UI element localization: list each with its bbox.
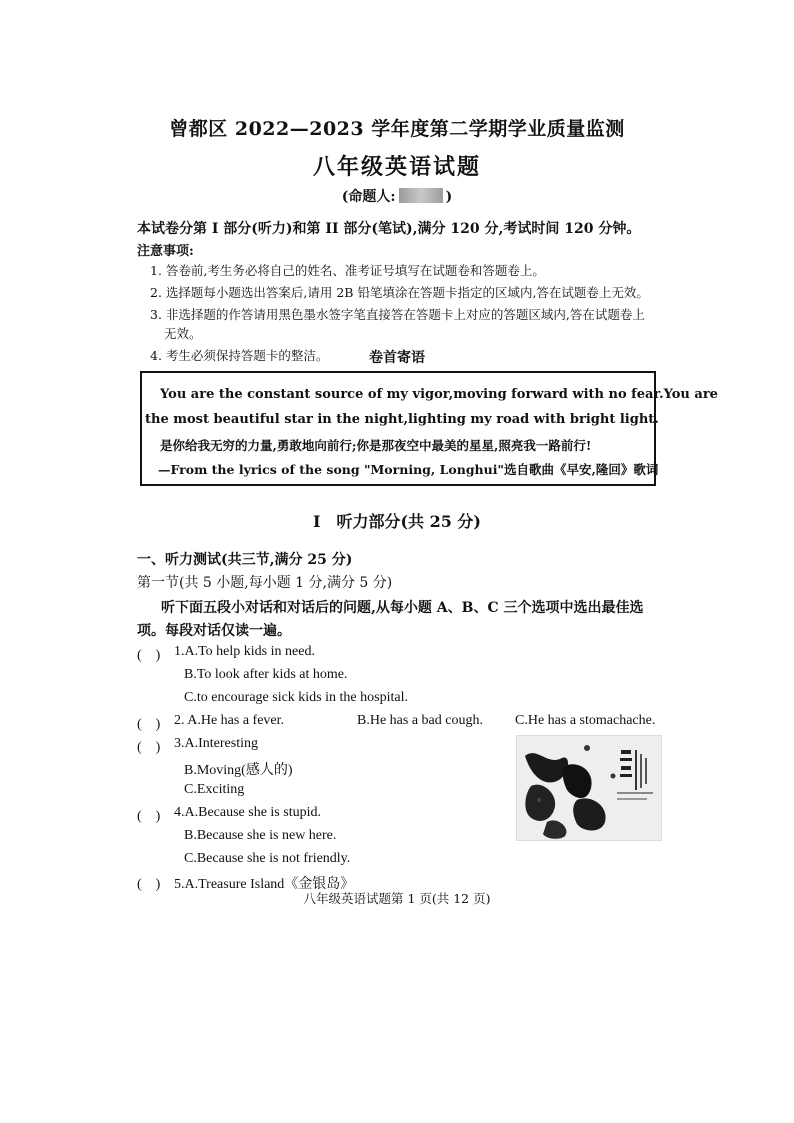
q1-option-b: B.To look after kids at home. (184, 667, 348, 682)
answer-bracket: ( ) (137, 648, 161, 663)
q3-option-a: 3.A.Interesting (174, 736, 258, 751)
redacted-author-block (399, 188, 443, 203)
subsection-heading: 第一节(共 5 小题,每小题 1 分,满分 5 分) (137, 575, 393, 591)
answer-bracket: ( ) (137, 809, 161, 824)
q1-option-c: C.to encourage sick kids in the hospital. (184, 690, 408, 705)
q3-option-c: C.Exciting (184, 782, 245, 797)
movie-poster-image (516, 735, 662, 841)
notice-heading: 注意事项: (137, 244, 194, 259)
section-title: I 听力部分(共 25 分) (312, 512, 482, 531)
notice-item-2: 2. 选择题每小题选出答案后,请用 2B 铅笔填涂在答题卡指定的区域内,答在试题卷上无效。 (150, 285, 649, 300)
notice-item-1: 1. 答卷前,考生务必将自己的姓名、准考证号填写在试题卷和答题卷上。 (150, 263, 545, 278)
author-prefix: (命题人: (341, 189, 396, 205)
answer-bracket: ( ) (137, 877, 161, 892)
instruction-line2: 项。每段对话仅读一遍。 (137, 623, 291, 639)
motto-source: —From the lyrics of the song "Morning, Longhui"选自歌曲《早安,隆回》歌词 (158, 462, 659, 477)
page-footer: 八年级英语试题第 1 页(共 12 页) (303, 891, 491, 906)
q4-option-c: C.Because she is not friendly. (184, 851, 351, 866)
part-heading: 一、听力测试(共三节,满分 25 分) (137, 552, 353, 568)
q2-option-b: B.He has a bad cough. (357, 713, 483, 728)
q5-option-a: 5.A.Treasure Island《金银岛》 (174, 877, 355, 892)
author-line (0, 186, 794, 206)
motto-box (140, 371, 718, 486)
q3-option-b: B.Moving(感人的) (184, 763, 293, 778)
q1-option-a: 1.A.To help kids in need. (174, 644, 315, 659)
answer-bracket: ( ) (137, 717, 161, 732)
notice-item-3: 3. 非选择题的作答请用黑色墨水签字笔直接答在答题卡上对应的答题区域内,答在试题卷上 (150, 307, 645, 322)
motto-en-line1: You are the constant source of my vigor,moving forward with no fear.You are (160, 387, 718, 402)
exam-intro: 本试卷分第 I 部分(听力)和第 II 部分(笔试),满分 120 分,考试时间 120 分钟。 (137, 221, 641, 237)
q4-option-b: B.Because she is new here. (184, 828, 337, 843)
q2-option-a: 2. A.He has a fever. (174, 713, 285, 728)
author-suffix: ) (445, 189, 453, 205)
instruction-line1: 听下面五段小对话和对话后的问题,从每小题 A、B、C 三个选项中选出最佳选 (161, 600, 644, 616)
exam-title-line2: 八年级英语试题 (312, 154, 481, 180)
exam-title-line1: 曾都区 2022—2023 学年度第二学期学业质量监测 (169, 118, 625, 140)
motto-zh-line: 是你给我无穷的力量,勇敢地向前行;你是那夜空中最美的星星,照亮我一路前行! (160, 438, 592, 453)
notice-item-4: 4. 考生必须保持答题卡的整洁。 (150, 348, 329, 363)
ink-art-illustration (517, 736, 661, 840)
motto-heading: 卷首寄语 (369, 350, 425, 366)
motto-en-line2: the most beautiful star in the night,lighting my road with bright light. (145, 412, 659, 427)
q4-option-a: 4.A.Because she is stupid. (174, 805, 321, 820)
answer-bracket: ( ) (137, 740, 161, 755)
q2-option-c: C.He has a stomachache. (515, 713, 656, 728)
notice-item-3-continued: 无效。 (164, 326, 202, 341)
